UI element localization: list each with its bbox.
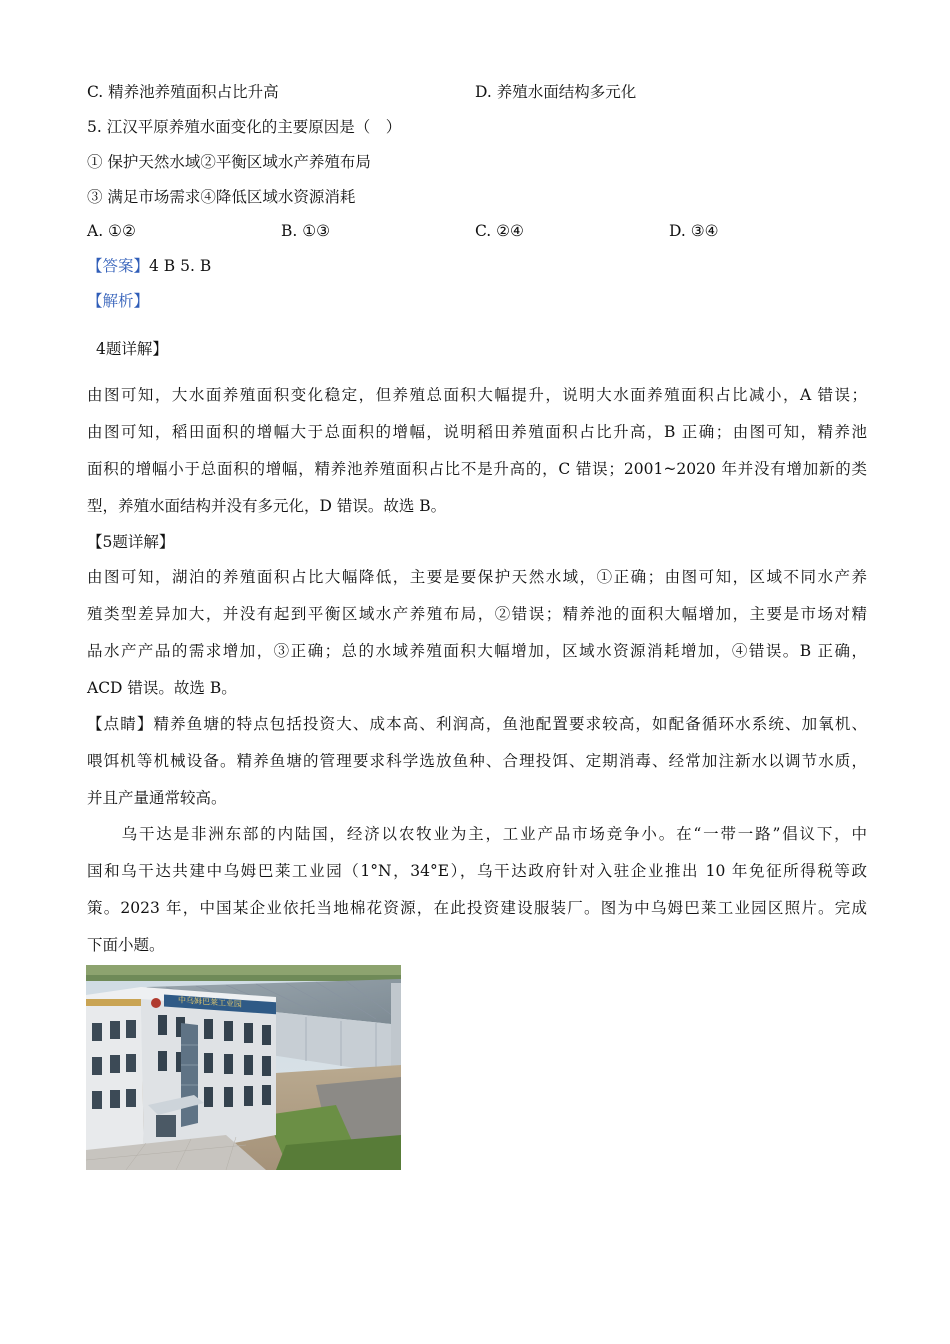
industrial-park-photo — [86, 965, 401, 1170]
tips-line: 并且产量通常较高。 — [87, 789, 227, 807]
detail5-line: 品水产产品的需求增加，③正确；总的水域养殖面积大幅增加，区域水资源消耗增加，④错误。B 正确， — [87, 642, 867, 660]
building-sign: 中乌姆巴莱工业园 — [178, 995, 242, 1009]
tips-body — [87, 706, 867, 817]
tips-line: 【点睛】精养鱼塘的特点包括投资大、成本高、利润高，鱼池配置要求较高，如配备循环水系统、加氧机、 — [87, 715, 867, 733]
detail5-line: 殖类型差异加大，并没有起到平衡区域水产养殖布局，②错误；精养池的面积大幅增加，主要是市场对精 — [87, 605, 867, 623]
analysis-label: 【解析】 — [87, 292, 150, 310]
q5-option-d: D. ③④ — [669, 222, 719, 240]
q4-option-c: C. 精养池养殖面积占比升高 — [87, 83, 279, 101]
q5-option-a: A. ①② — [87, 222, 136, 240]
detail5-line: ACD 错误。故选 B。 — [87, 679, 237, 697]
detail5-line: 由图可知，湖泊的养殖面积占比大幅降低，主要是要保护天然水域，①正确；由图可知，区域不同水产养 — [87, 568, 867, 586]
detail4-line: 面积的增幅小于总面积的增幅，精养池养殖面积占比不是升高的，C 错误；2001~2020 年并没有增加新的类 — [87, 460, 867, 478]
detail4-line: 型，养殖水面结构并没有多元化，D 错误。故选 B。 — [87, 497, 447, 515]
answer-text: 4 B 5. B — [149, 257, 212, 275]
detail4-heading: 4题详解】 — [96, 340, 168, 358]
passage-line: 乌干达是非洲东部的内陆国，经济以农牧业为主，工业产品市场竞争小。在“一带一路”倡议下，中 — [87, 825, 867, 843]
detail4-body — [87, 377, 867, 525]
detail4-line: 由图可知，稻田面积的增幅大于总面积的增幅，说明稻田养殖面积占比升高，B 正确；由图可知，精养池 — [87, 423, 867, 441]
q5-option-c: C. ②④ — [475, 222, 524, 240]
detail5-body — [87, 559, 867, 707]
q5-option-b: B. ①③ — [281, 222, 331, 240]
passage-line: 下面小题。 — [87, 936, 165, 954]
q5-stem: 5. 江汉平原养殖水面变化的主要原因是（ ） — [87, 118, 402, 136]
passage-line: 国和乌干达共建中乌姆巴莱工业园（1°N，34°E），乌干达政府针对入驻企业推出 10 年免征所得税等政 — [87, 862, 867, 880]
passage-body — [87, 816, 867, 964]
q5-item-2: ③ 满足市场需求④降低区域水资源消耗 — [87, 188, 356, 206]
detail5-heading: 【5题详解】 — [87, 533, 175, 551]
tips-line: 喂饵机等机械设备。精养鱼塘的管理要求科学选放鱼种、合理投饵、定期消毒、经常加注新水以调节水质， — [87, 752, 867, 770]
q5-item-1: ① 保护天然水域②平衡区域水产养殖布局 — [87, 153, 371, 171]
answer-line — [87, 256, 211, 276]
detail4-line: 由图可知，大水面养殖面积变化稳定，但养殖总面积大幅提升，说明大水面养殖面积占比减小，A 错误； — [87, 386, 867, 404]
q4-option-d: D. 养殖水面结构多元化 — [475, 83, 637, 101]
passage-line: 策。2023 年，中国某企业依托当地棉花资源，在此投资建设服装厂。图为中乌姆巴莱工业园区照片。完成 — [87, 899, 867, 917]
answer-label: 【答案】 — [87, 257, 150, 275]
